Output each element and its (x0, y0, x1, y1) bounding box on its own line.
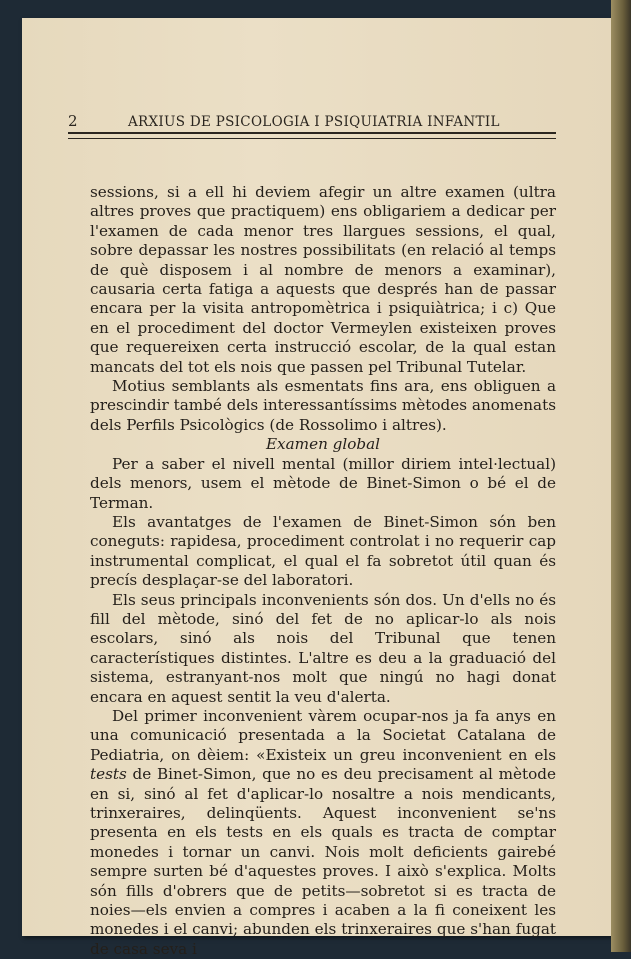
paragraph-5: Els seus principals inconvenients són dos. Un d'ells no és fill del mètode, sinó del fet de no aplicar-lo als nois escolars, sinó als nois del Tribunal que tenen característiques distintes. L'altre es deu a la graduació del sistema, estranyant-nos molt que ningú no hagi donat encara en aquest sentit la veu d'alerta. (90, 590, 556, 706)
paragraph-6-part-a: Del primer inconvenient vàrem ocupar-nos ja fa anys en una comunicació presentada a la Societat Catalana de Pediatria, on dèiem: «Existeix un greu inconvenient en els (90, 706, 556, 764)
running-header (68, 112, 556, 152)
paragraph-4: Els avantatges de l'examen de Binet-Simon són ben coneguts: rapidesa, procediment controlat i no requerir cap instrumental complicat, el qual el fa sobretot útil quan és precís desplaçar-se del laboratori. (90, 512, 556, 590)
paragraph-3: Per a saber el nivell mental (millor diriem intel·lectual) dels menors, usem el mètode de Binet-Simon o bé el de Terman. (90, 454, 556, 512)
header-row (68, 112, 556, 134)
header-rule (68, 138, 556, 139)
paragraph-6-part-b: de Binet-Simon, que no es deu precisament al mètode en si, sinó al fet d'aplicar-lo nosaltre a nois mendicants, trinxeraires, delinqüents. Aquest inconvenient se'ns presenta en els tests en els quals es tracta de comptar monedes i tornar un canvi. Nois molt deficients gairebé sempre surten bé d'aquestes proves. I això s'explica. Molts són fills d'obrers que de petits—sobretot si es tracta de noies—els envien a compres i acaben a la fi coneixent les monedes i el canvi; abunden els trinxeraires que s'han fugat de casa seva i (90, 765, 556, 958)
book-spine (611, 0, 631, 952)
paragraph-2: Motius semblants als esmentats fins ara, ens obliguen a prescindir també dels interessantíssims mètodes anomenats dels Perfils Psicològics (de Rossolimo i altres). (90, 377, 556, 434)
body-text (90, 183, 556, 959)
section-heading: Examen global (265, 435, 381, 454)
paragraph-1: sessions, si a ell hi deviem afegir un altre examen (ultra altres proves que practiquem) ens obligariem a dedicar per l'examen de cada menor tres llargues sessions, el qual, sobre depassar les nostres possibilitats (en relació al temps de què disposem i al nombre de menors a examinar), causaria certa fatiga a aquests que després han de passar encara per la visita antropomètrica i psiquiàtrica; i c) Que en el procediment del doctor Vermeylen existeixen proves que requereixen certa instrucció escolar, de la qual estan mancats del tot els nois que passen pel Tribunal Tutelar. (90, 183, 556, 376)
running-title: ARXIUS DE PSICOLOGIA I PSIQUIATRIA INFANTIL (128, 114, 500, 130)
paragraph-6 (90, 707, 556, 959)
paragraph-6-italic: tests (90, 765, 127, 784)
page-number: 2 (68, 112, 78, 130)
